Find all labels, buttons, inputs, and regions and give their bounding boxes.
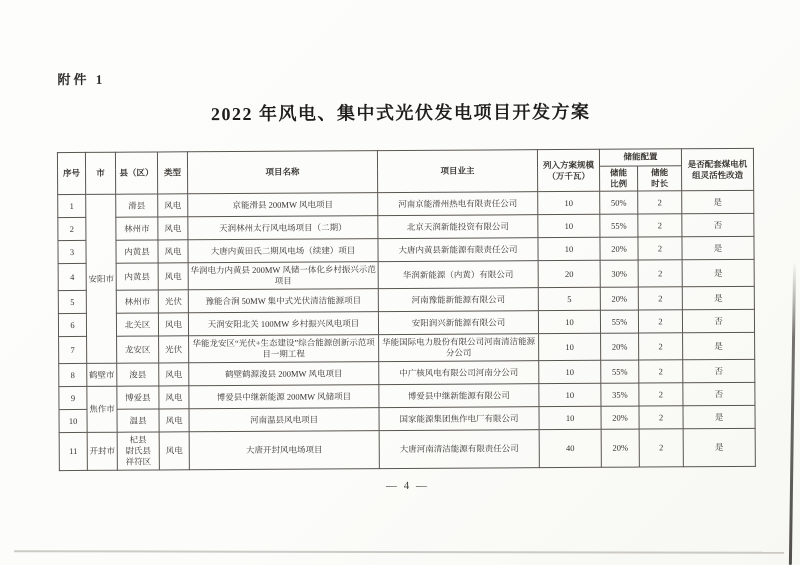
cell-scale: 40: [539, 430, 601, 469]
cell-county: 林州市: [116, 290, 158, 313]
cell-coal-flex: 否: [682, 213, 754, 236]
cell-scale: 10: [538, 214, 600, 237]
cell-storage-ratio: 20%: [601, 333, 639, 360]
cell-type: 风电: [158, 240, 188, 263]
cell-no: 3: [58, 241, 86, 264]
cell-project: 华能龙安区“光伏+生态建设”综合能源创新示范项目一期工程: [189, 335, 379, 363]
cell-scale: 10: [538, 191, 600, 214]
cell-county: 龙安区: [117, 336, 159, 363]
table-row: [59, 333, 755, 364]
header-no: 序号: [57, 152, 85, 194]
cell-project: 京能滑县 200MW 风电项目: [188, 193, 378, 217]
cell-type: 光伏: [159, 336, 189, 363]
cell-coal-flex: 否: [683, 360, 755, 383]
cell-no: 1: [58, 195, 86, 218]
cell-storage-duration: 2: [639, 406, 683, 429]
cell-storage-ratio: 30%: [600, 260, 638, 287]
project-table-body: [58, 190, 756, 471]
header-type: 类型: [157, 152, 187, 194]
cell-scale: 10: [538, 310, 600, 333]
cell-county: 滑县: [116, 194, 158, 217]
cell-coal-flex: 否: [682, 310, 754, 333]
cell-county: 杞县 尉氏县 祥符区: [117, 432, 159, 470]
cell-storage-ratio: 50%: [600, 191, 638, 214]
cell-county: 林州市: [116, 217, 158, 240]
cell-storage-ratio: 35%: [601, 383, 639, 406]
header-scale: 列入方案规模 （万千瓦）: [537, 149, 599, 191]
cell-owner: 大唐内黄县新能源有限责任公司: [378, 238, 538, 262]
cell-type: 风电: [158, 263, 188, 290]
cell-owner: 河南豫能新能源有限公司: [378, 288, 538, 312]
cell-no: 4: [58, 264, 86, 291]
attachment-label: 附件 1: [57, 71, 106, 88]
cell-county: 浚县: [117, 363, 159, 386]
cell-storage-duration: 2: [638, 287, 682, 310]
cell-storage-duration: 2: [639, 383, 683, 406]
cell-scale: 10: [539, 361, 601, 384]
cell-owner: 安阳润兴新能源有限公司: [378, 311, 538, 335]
projects-table: [57, 148, 756, 472]
cell-storage-ratio: 20%: [600, 237, 638, 260]
cell-no: 11: [59, 433, 87, 471]
cell-project: 天润安阳北关 100MW 乡村振兴风电项目: [188, 312, 378, 336]
cell-project: 博爱县中继新能源 200MW 风储项目: [189, 385, 379, 409]
cell-type: 风电: [159, 432, 189, 470]
page-number: — 4 —: [385, 479, 430, 493]
cell-owner: 大唐河南清洁能源有限责任公司: [379, 430, 539, 469]
cell-coal-flex: 是: [682, 190, 754, 213]
cell-owner: 北京天润新能投资有限公司: [378, 215, 538, 239]
cell-storage-duration: 2: [639, 360, 683, 383]
cell-county: 博爱县: [117, 386, 159, 409]
cell-no: 6: [58, 314, 86, 337]
cell-type: 风电: [158, 217, 188, 240]
cell-no: 10: [59, 410, 87, 433]
cell-storage-ratio: 20%: [600, 287, 638, 310]
cell-owner: 河南京能滑州热电有限责任公司: [378, 192, 538, 216]
table-row: [58, 259, 754, 290]
cell-county: 温县: [117, 409, 159, 432]
cell-type: 风电: [159, 363, 189, 386]
cell-project: 华润电力内黄县 200MW 风储一体化乡村振兴示范项目: [188, 262, 378, 290]
cell-storage-duration: 2: [638, 310, 682, 333]
header-owner: 项目业主: [377, 150, 537, 193]
header-storage-duration: 储能 时长: [638, 166, 682, 191]
cell-project: 大唐内黄田氏二期风电场（续建）项目: [188, 239, 378, 263]
cell-scale: 10: [538, 237, 600, 260]
cell-storage-ratio: 55%: [601, 360, 639, 383]
cell-county: 北关区: [116, 313, 158, 336]
cell-no: 2: [58, 218, 86, 241]
cell-type: 风电: [158, 194, 188, 217]
cell-project: 大唐开封风电场项目: [189, 431, 379, 470]
cell-owner: 国家能源集团焦作电厂有限公司: [379, 407, 539, 431]
page-title: 2022 年风电、集中式光伏发电项目开发方案: [210, 101, 591, 125]
header-storage-ratio: 储能 比例: [600, 166, 638, 191]
cell-type: 风电: [159, 386, 189, 409]
cell-owner: 中广核风电有限公司河南分公司: [379, 361, 539, 385]
cell-coal-flex: 是: [683, 333, 755, 361]
cell-storage-ratio: 55%: [600, 214, 638, 237]
cell-coal-flex: 否: [683, 383, 755, 406]
cell-storage-duration: 2: [638, 191, 682, 214]
header-coal-flex: 是否配套煤电机 组灵活性改造: [681, 148, 753, 191]
cell-owner: 华润新能源（内黄）有限公司: [378, 261, 538, 289]
cell-scale: 10: [539, 333, 601, 360]
cell-type: 光伏: [158, 290, 188, 313]
table-row: [59, 429, 755, 471]
cell-county: 内黄县: [116, 263, 158, 290]
cell-coal-flex: 是: [682, 236, 754, 259]
table-header: [57, 148, 753, 194]
cell-city: 焦作市: [87, 387, 117, 433]
cell-city: 鹤壁市: [87, 364, 117, 387]
cell-coal-flex: 是: [683, 406, 755, 429]
cell-storage-duration: 2: [638, 260, 682, 287]
header-city: 市: [85, 152, 115, 194]
cell-project: 豫能合涧 50MW 集中式光伏清洁能源项目: [188, 289, 378, 313]
cell-scale: 10: [539, 407, 601, 430]
cell-no: 5: [58, 291, 86, 314]
cell-project: 河南温县风电项目: [189, 408, 379, 432]
cell-project: 鹤壁鹤源浚县 200MW 风电项目: [189, 362, 379, 386]
header-project: 项目名称: [187, 151, 377, 194]
cell-storage-duration: 2: [639, 429, 683, 467]
cell-scale: 20: [538, 260, 600, 287]
cell-coal-flex: 是: [683, 429, 755, 468]
cell-storage-ratio: 20%: [601, 406, 639, 429]
cell-county: 内黄县: [116, 240, 158, 263]
cell-storage-duration: 2: [638, 214, 682, 237]
cell-storage-ratio: 20%: [601, 429, 639, 467]
cell-type: 风电: [159, 409, 189, 432]
cell-storage-ratio: 55%: [600, 310, 638, 333]
cell-city: 安阳市: [86, 194, 117, 363]
cell-project: 天润林州太行风电场项目（二期）: [188, 216, 378, 240]
cell-storage-duration: 2: [638, 237, 682, 260]
cell-scale: 10: [539, 384, 601, 407]
cell-city: 开封市: [87, 433, 117, 471]
cell-scale: 5: [538, 287, 600, 310]
cell-coal-flex: 是: [682, 259, 754, 287]
header-county: 县（区）: [115, 152, 157, 194]
cell-type: 风电: [158, 313, 188, 336]
cell-no: 8: [59, 364, 87, 387]
cell-storage-duration: 2: [639, 333, 683, 360]
cell-no: 7: [59, 337, 87, 364]
header-storage-group: 储能配置: [599, 149, 681, 167]
cell-owner: 博爱县中继新能源有限公司: [379, 384, 539, 408]
cell-no: 9: [59, 387, 87, 410]
cell-coal-flex: 是: [682, 287, 754, 310]
cell-owner: 华能国际电力股份有限公司河南清洁能源分公司: [379, 334, 539, 362]
